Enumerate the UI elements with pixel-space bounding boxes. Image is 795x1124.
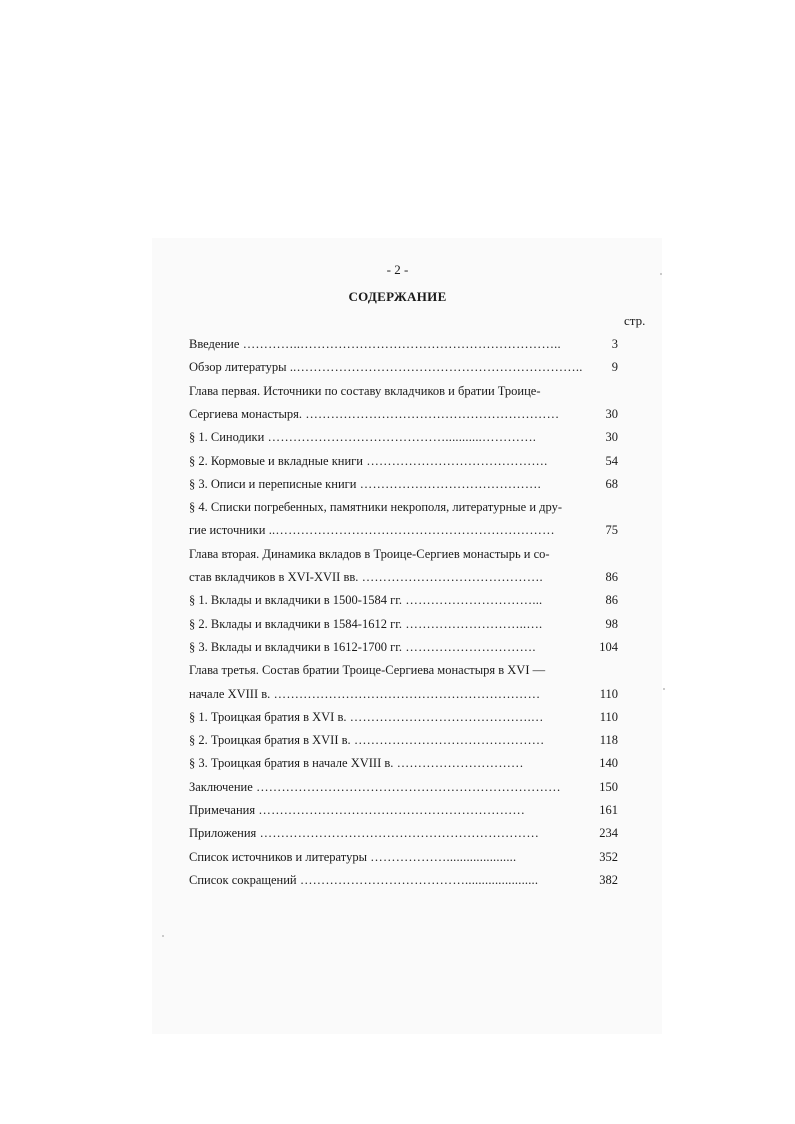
- toc-entry-leader-dots: …………………………………….: [358, 570, 543, 584]
- toc-entry: [189, 545, 550, 563]
- toc-entry-title: § 2. Кормовые и вкладные книги: [189, 454, 363, 468]
- toc-entry-page-number: 140: [599, 756, 618, 770]
- toc-heading: СОДЕРЖАНИЕ: [348, 289, 447, 304]
- scan-speck: [660, 273, 662, 275]
- toc-entry-title: § 2. Вклады и вкладчики в 1584-1612 гг.: [189, 617, 403, 631]
- toc-entry-title: § 2. Троицкая братия в XVII в.: [189, 733, 351, 747]
- toc-entry: [189, 708, 544, 726]
- toc-entry-leader-dots: …………………………………….: [363, 454, 548, 468]
- toc-entry-page-number: 110: [599, 710, 618, 724]
- toc-entry-title: § 1. Троицкая братия в XVI в.: [189, 710, 347, 724]
- toc-entry-title: гие источники: [189, 523, 266, 537]
- toc-entry-leader-dots: ………………………..….: [402, 617, 543, 631]
- scan-speck: [162, 935, 164, 937]
- toc-entry-page-number: 54: [605, 454, 618, 468]
- toc-entry: [189, 848, 516, 866]
- toc-entry-page-number: 382: [599, 873, 618, 887]
- toc-entry-title: § 1. Синодики: [189, 430, 265, 444]
- toc-entry-leader-dots: ………………………………………: [350, 733, 545, 747]
- toc-entry: [189, 638, 536, 656]
- toc-entry-leader-dots: ……………….....................: [366, 850, 517, 864]
- toc-entry-leader-dots: …………………………………….: [356, 477, 541, 491]
- toc-entry: [189, 615, 542, 633]
- scan-speck: [663, 688, 665, 690]
- toc-entry-page-number: 98: [605, 617, 618, 631]
- toc-entry-page-number: 104: [599, 640, 618, 654]
- toc-entry: [189, 335, 561, 353]
- toc-entry-page-number: 30: [605, 407, 618, 421]
- toc-entry-title: Заключение: [189, 780, 253, 794]
- toc-entry-leader-dots: ………………………………………………………: [270, 687, 541, 701]
- toc-entry: [189, 685, 540, 703]
- toc-entry-title: Обзор литературы: [189, 360, 287, 374]
- toc-entry-title: § 3. Вклады и вкладчики в 1612-1700 гг.: [189, 640, 403, 654]
- toc-entry-title: Сергиева монастыря.: [189, 407, 302, 421]
- toc-entry: [189, 824, 539, 842]
- toc-entry-title: § 3. Описи и переписные книги: [189, 477, 357, 491]
- toc-entry-title: начале XVIII в.: [189, 687, 271, 701]
- toc-entry-title: Глава вторая. Динамика вкладов в Троице-Сергиев монастырь и со-: [189, 547, 550, 561]
- toc-entry-leader-dots: …………………………………….…: [346, 710, 544, 724]
- toc-entry-leader-dots: …………..……………………………………………………..: [239, 337, 561, 351]
- toc-entry: [189, 591, 542, 609]
- toc-entry-page-number: 352: [599, 850, 618, 864]
- toc-entry-title: Примечания: [189, 803, 256, 817]
- toc-entry-leader-dots: ………………………………………………………: [255, 803, 526, 817]
- toc-entry: [189, 778, 561, 796]
- toc-entry-title: Список сокращений: [189, 873, 297, 887]
- page-number: - 2 -: [386, 262, 409, 277]
- toc-entry: [189, 428, 536, 446]
- toc-entry-title: Введение: [189, 337, 240, 351]
- toc-entry-leader-dots: …………………………………......................: [296, 873, 539, 887]
- toc-entry-page-number: 3: [611, 337, 618, 351]
- toc-entry: [189, 521, 555, 539]
- toc-entry-page-number: 110: [599, 687, 618, 701]
- toc-entry-leader-dots: ………………………….: [402, 640, 536, 654]
- toc-entry-page-number: 150: [599, 780, 618, 794]
- toc-entry-leader-dots: ………………………………………………………………: [252, 780, 561, 794]
- toc-entry: [189, 452, 547, 470]
- toc-entry-title: § 1. Вклады и вкладчики в 1500-1584 гг.: [189, 593, 403, 607]
- toc-entry: [189, 754, 524, 772]
- toc-entry-page-number: 86: [605, 593, 618, 607]
- toc-entry-page-number: 75: [605, 523, 618, 537]
- toc-entry: [189, 568, 543, 586]
- toc-entry-title: Глава первая. Источники по составу вкладчиков и братии Троице-: [189, 384, 541, 398]
- toc-entry-title: став вкладчиков в XVI-XVII вв.: [189, 570, 359, 584]
- toc-entry-page-number: 30: [605, 430, 618, 444]
- toc-entry: [189, 382, 541, 400]
- toc-entry: [189, 871, 538, 889]
- toc-entry-leader-dots: …………………………………………………………: [256, 826, 540, 840]
- toc-entry-page-number: 86: [605, 570, 618, 584]
- toc-entry-leader-dots: ..…………………………………………………………: [265, 523, 555, 537]
- page-column-label: стр.: [624, 313, 646, 328]
- toc-entry-page-number: 118: [599, 733, 618, 747]
- toc-entry-title: Список источников и литературы: [189, 850, 367, 864]
- toc-entry-title: § 4. Списки погребенных, памятники некрополя, литературные и дру-: [189, 500, 563, 514]
- toc-entry-leader-dots: ……………………………………………………: [302, 407, 560, 421]
- toc-entry-page-number: 68: [605, 477, 618, 491]
- toc-entry: [189, 661, 545, 679]
- toc-entry-leader-dots: …………………………...: [402, 593, 543, 607]
- toc-entry-leader-dots: ..…………………………………………………………..: [286, 360, 583, 374]
- toc-entry-page-number: 234: [599, 826, 618, 840]
- toc-entry-leader-dots: ……………………………………...........………….: [264, 430, 537, 444]
- toc-entry: [189, 498, 562, 516]
- toc-entry: [189, 731, 544, 749]
- toc-entry: [189, 358, 583, 376]
- toc-entry-title: Глава третья. Состав братии Троице-Сергиева монастыря в XVI —: [189, 663, 546, 677]
- toc-entry-title: § 3. Троицкая братия в начале XVIII в.: [189, 756, 394, 770]
- toc-entry: [189, 801, 525, 819]
- toc-entry: [189, 405, 559, 423]
- toc-entry-page-number: 9: [611, 360, 618, 374]
- toc-entry-title: Приложения: [189, 826, 257, 840]
- toc-entry: [189, 475, 541, 493]
- toc-entry-leader-dots: …………………………: [393, 756, 524, 770]
- toc-entry-page-number: 161: [599, 803, 618, 817]
